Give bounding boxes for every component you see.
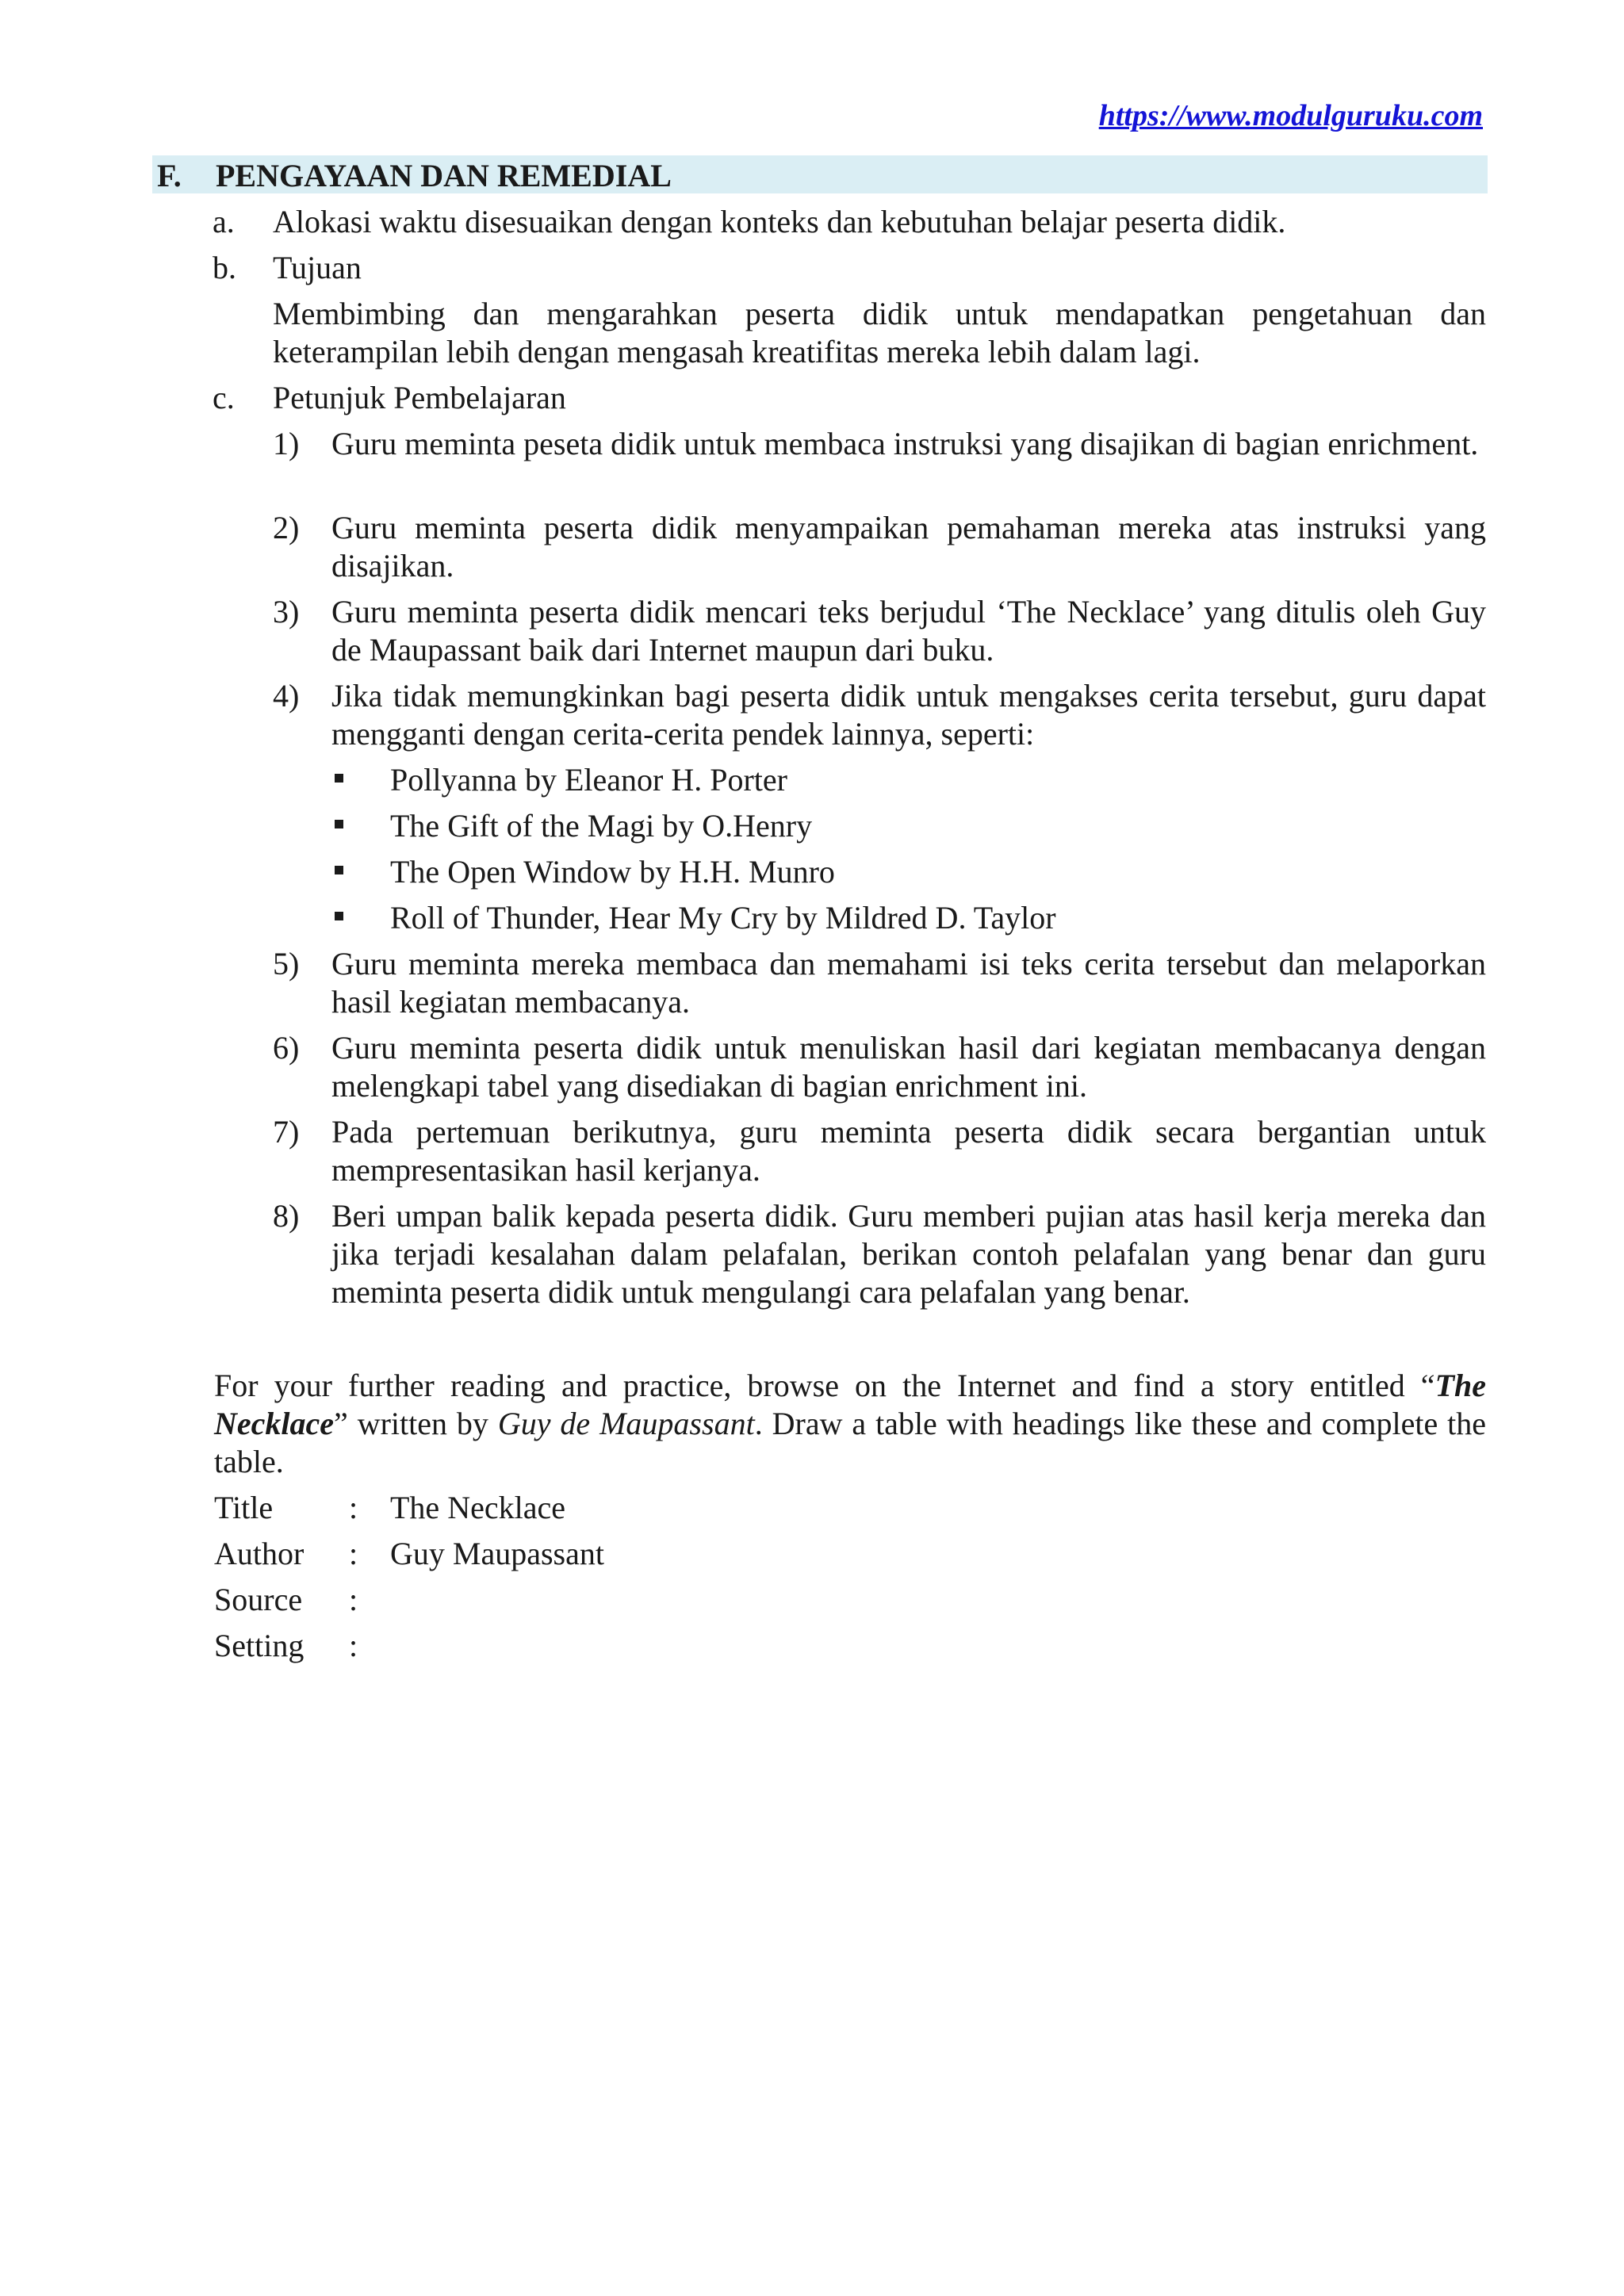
step-4-text: Jika tidak memungkinkan bagi peserta didik untuk mengakses cerita tersebut, guru dapat mengganti dengan cerita-cerita pendek lainnya, seperti: [331,678,1486,752]
section-letter: F. [157,158,182,193]
item-b-marker: b. [213,250,236,285]
field-label-author: Author [214,1536,304,1571]
bullet-icon [335,774,343,783]
story-item: Roll of Thunder, Hear My Cry by Mildred D. Taylor [390,900,1056,936]
section-title: PENGAYAAN DAN REMEDIAL [216,158,672,193]
step-3-text: Guru meminta peserta didik mencari teks berjudul ‘The Necklace’ yang ditulis oleh Guy de Maupassant baik dari Internet maupun dari buku. [331,594,1486,668]
item-a-text: Alokasi waktu disesuaikan dengan konteks dan kebutuhan belajar peserta didik. [273,204,1286,239]
step-7-text: Pada pertemuan berikutnya, guru meminta peserta didik secara bergantian untuk mempresentasikan hasil kerjanya. [331,1114,1486,1188]
item-c-label: Petunjuk Pembelajaran [273,380,566,415]
field-value-author: Guy Maupassant [390,1536,604,1571]
story-item: The Open Window by H.H. Munro [390,854,835,890]
item-b-label: Tujuan [273,250,362,285]
practice-paragraph [214,1367,1486,1481]
story-author: Guy de Maupassant [497,1406,755,1441]
step-1-text: Guru meminta peseta didik untuk membaca instruksi yang disajikan di bagian enrichment. [331,426,1479,461]
step-2-number: 2) [273,510,300,545]
field-label-title: Title [214,1490,274,1525]
bullet-icon [335,820,343,828]
field-label-setting: Setting [214,1628,304,1663]
step-7-number: 7) [273,1114,300,1150]
bullet-icon [335,912,343,920]
step-5-text: Guru meminta mereka membaca dan memahami isi teks cerita tersebut dan melaporkan hasil kegiatan membacanya. [331,946,1486,1020]
step-6-text: Guru meminta peserta didik untuk menuliskan hasil dari kegiatan membacanya dengan melengkapi tabel yang disediakan di bagian enrichment ini. [331,1030,1486,1104]
story-title-necklace: Necklace [214,1406,335,1441]
step-2-text: Guru meminta peserta didik menyampaikan pemahaman mereka atas instruksi yang disajikan. [331,510,1486,584]
step-3-number: 3) [273,594,300,629]
step-8-text: Beri umpan balik kepada peserta didik. Guru memberi pujian atas hasil kerja mereka dan jika terjadi kesalahan dalam pelafalan, berikan contoh pelafalan yang benar dan guru meminta peserta didik untuk mengulangi cara pelafalan yang benar. [331,1198,1486,1310]
story-item: Pollyanna by Eleanor H. Porter [390,762,787,798]
item-a-marker: a. [213,204,235,239]
practice-text-3: . Draw a table with headings like these and complete the table. [214,1406,1486,1479]
field-colon: : [349,1628,358,1663]
field-colon: : [349,1490,358,1525]
item-c-marker: c. [213,380,235,415]
step-8-number: 8) [273,1198,300,1234]
story-title-the: The [1434,1368,1486,1403]
story-item: The Gift of the Magi by O.Henry [390,808,813,844]
practice-text-1: For your further reading and practice, browse on the Internet and find a story entitled “ [214,1368,1435,1403]
step-1-number: 1) [273,426,300,461]
field-colon: : [349,1582,358,1617]
step-5-number: 5) [273,946,300,982]
practice-text-2: ” written by [334,1406,498,1441]
header-url-link[interactable]: https://www.modulguruku.com [1098,99,1483,132]
field-value-title: The Necklace [390,1490,565,1525]
step-4-number: 4) [273,678,300,714]
bullet-icon [335,866,343,874]
field-label-source: Source [214,1582,303,1617]
step-6-number: 6) [273,1030,300,1066]
item-b-body: Membimbing dan mengarahkan peserta didik untuk mendapatkan pengetahuan dan keterampilan lebih dengan mengasah kreatifitas mereka lebih dalam lagi. [273,296,1486,369]
field-colon: : [349,1536,358,1571]
